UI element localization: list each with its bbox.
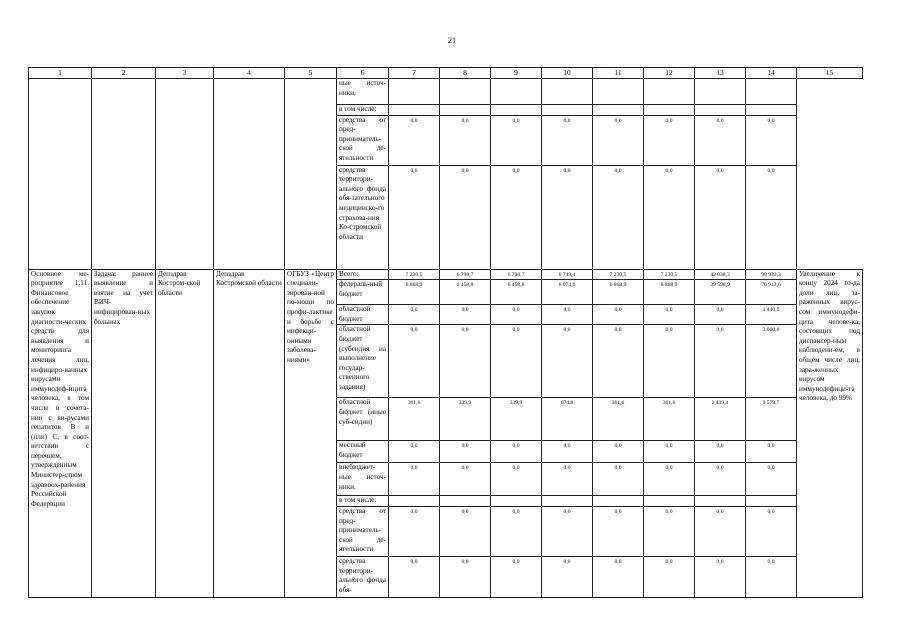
value-cell: 0,0 bbox=[746, 506, 797, 556]
value-cell: 7 230,5 bbox=[644, 269, 695, 280]
empty-cell bbox=[542, 79, 593, 105]
empty-cell bbox=[542, 496, 593, 507]
value-cell: 0,0 bbox=[389, 463, 440, 496]
value-cell: 0,0 bbox=[644, 556, 695, 597]
header-col-11: 11 bbox=[593, 68, 644, 79]
header-col-12: 12 bbox=[644, 68, 695, 79]
empty-cell bbox=[746, 105, 797, 116]
source-label: федераль-ный бюджет bbox=[337, 280, 389, 305]
value-cell: 6 798,7 bbox=[491, 269, 542, 280]
value-cell: 0,0 bbox=[440, 165, 491, 269]
value-cell: 0,0 bbox=[695, 305, 746, 325]
value-cell: 0,0 bbox=[644, 441, 695, 463]
empty-cell bbox=[491, 79, 542, 105]
page-number: 21 bbox=[448, 36, 456, 45]
value-cell: 0,0 bbox=[593, 305, 644, 325]
value-cell: 0,0 bbox=[440, 463, 491, 496]
value-cell: 0,0 bbox=[695, 506, 746, 556]
budget-table bbox=[28, 67, 863, 598]
value-cell: 9 579,7 bbox=[746, 398, 797, 441]
value-cell: 0,0 bbox=[593, 165, 644, 269]
source-label: средства от пред-приниматель-ской де-ятельности bbox=[337, 506, 389, 556]
empty-cell bbox=[29, 79, 92, 270]
value-cell: 0,0 bbox=[644, 165, 695, 269]
header-col-5: 5 bbox=[285, 68, 337, 79]
value-cell: 90 933,3 bbox=[746, 269, 797, 280]
value-cell: 0,0 bbox=[491, 441, 542, 463]
source-label: областной бюджет (субсидия на выполнение государ-ственного задания) bbox=[337, 325, 389, 398]
value-cell: 0,0 bbox=[389, 441, 440, 463]
header-col-8: 8 bbox=[440, 68, 491, 79]
value-cell: 0,0 bbox=[389, 325, 440, 398]
header-col-3: 3 bbox=[156, 68, 214, 79]
header-col-2: 2 bbox=[92, 68, 156, 79]
value-cell: 0,0 bbox=[593, 556, 644, 597]
value-cell: 6 458,8 bbox=[491, 280, 542, 305]
header-col-6: 6 bbox=[337, 68, 389, 79]
header-col-15: 15 bbox=[797, 68, 863, 79]
header-col-4: 4 bbox=[214, 68, 285, 79]
empty-cell bbox=[797, 79, 863, 270]
value-cell: 7 230,5 bbox=[389, 269, 440, 280]
value-cell: 0,0 bbox=[542, 441, 593, 463]
empty-cell bbox=[593, 79, 644, 105]
value-cell: 0,0 bbox=[695, 463, 746, 496]
empty-cell bbox=[92, 79, 156, 270]
empty-cell bbox=[695, 79, 746, 105]
value-cell: 0,0 bbox=[440, 441, 491, 463]
value-cell: 0,0 bbox=[644, 305, 695, 325]
value-cell: 361,6 bbox=[389, 398, 440, 441]
source-label: средства территори-ального фонда обя-зательного медицинско-го страхова-ния Ко-стромской области bbox=[337, 165, 389, 269]
value-cell: 339,9 bbox=[440, 398, 491, 441]
value-cell: 0,0 bbox=[491, 305, 542, 325]
header-col-13: 13 bbox=[695, 68, 746, 79]
value-cell: 0,0 bbox=[593, 441, 644, 463]
value-cell: 0,0 bbox=[695, 165, 746, 269]
source-label: в том числе: bbox=[337, 496, 389, 507]
empty-cell bbox=[695, 105, 746, 116]
value-cell: 6 458,8 bbox=[440, 280, 491, 305]
empty-cell bbox=[542, 105, 593, 116]
value-cell: 0,0 bbox=[593, 506, 644, 556]
source-label: Всего: bbox=[337, 269, 389, 280]
empty-cell bbox=[440, 79, 491, 105]
value-cell: 1 440,0 bbox=[746, 305, 797, 325]
value-cell: 0,0 bbox=[542, 556, 593, 597]
value-cell: 6 868,9 bbox=[593, 280, 644, 305]
source-label: областной бюджет (иные суб-сидии) bbox=[337, 398, 389, 441]
value-cell: 0,0 bbox=[389, 165, 440, 269]
empty-cell bbox=[644, 79, 695, 105]
value-cell: 0,0 bbox=[491, 463, 542, 496]
empty-cell bbox=[593, 105, 644, 116]
value-cell: 0,0 bbox=[746, 165, 797, 269]
empty-cell bbox=[644, 105, 695, 116]
value-cell: 0,0 bbox=[440, 305, 491, 325]
empty-cell bbox=[593, 496, 644, 507]
responsible-executor: Депздрав Костром-ской области bbox=[156, 269, 214, 597]
header-col-7: 7 bbox=[389, 68, 440, 79]
value-cell: 0,0 bbox=[644, 463, 695, 496]
value-cell: 0,0 bbox=[389, 506, 440, 556]
empty-cell bbox=[746, 496, 797, 507]
source-label: в том числе: bbox=[337, 105, 389, 116]
value-cell: 0,0 bbox=[542, 463, 593, 496]
value-cell: 3 000,0 bbox=[746, 325, 797, 398]
value-cell: 0,0 bbox=[491, 325, 542, 398]
expected-result: Увеличение к концу 2024 го-да доли лиц, за-раженных вирус-сом иммунодефи-цита челове-ка, состоящих под диспансер-ным наблюдени-ем, в общем числе лиц, зара-женных вирусом иммунодефици-та человека, до 99% bbox=[797, 269, 863, 597]
measure-task: Задача: раннее выявление и взятие на учет ВИЧ-инфицирован-ных больных bbox=[92, 269, 156, 597]
value-cell: 0,0 bbox=[746, 556, 797, 597]
empty-cell bbox=[389, 105, 440, 116]
value-cell: 76 913,6 bbox=[746, 280, 797, 305]
value-cell: 6 749,4 bbox=[542, 269, 593, 280]
value-cell: 0,0 bbox=[491, 115, 542, 165]
value-cell: 0,0 bbox=[542, 305, 593, 325]
header-col-10: 10 bbox=[542, 68, 593, 79]
value-cell: 6 868,9 bbox=[644, 280, 695, 305]
coexecutor: Депздрав Костромской области bbox=[214, 269, 285, 597]
empty-cell bbox=[389, 79, 440, 105]
table-row bbox=[29, 269, 863, 280]
header-col-9: 9 bbox=[491, 68, 542, 79]
value-cell: 0,0 bbox=[593, 115, 644, 165]
empty-cell bbox=[285, 79, 337, 270]
value-cell: 0,0 bbox=[542, 325, 593, 398]
value-cell: 0,0 bbox=[542, 115, 593, 165]
value-cell: 42 038,3 bbox=[695, 269, 746, 280]
participant: ОГБУЗ «Центр специали-зирован-ной по-мощи по профи-лактике и борьбе с инфекци-онными заболева-ниями» bbox=[285, 269, 337, 597]
source-label: ные источ-ники, bbox=[337, 79, 389, 105]
value-cell: 6 868,9 bbox=[389, 280, 440, 305]
value-cell: 7 230,5 bbox=[593, 269, 644, 280]
value-cell: 339,9 bbox=[491, 398, 542, 441]
value-cell: 0,0 bbox=[746, 463, 797, 496]
value-cell: 6 798,7 bbox=[440, 269, 491, 280]
empty-cell bbox=[746, 79, 797, 105]
value-cell: 0,0 bbox=[746, 115, 797, 165]
empty-cell bbox=[491, 496, 542, 507]
table-row bbox=[29, 79, 863, 105]
value-cell: 0,0 bbox=[491, 165, 542, 269]
header-col-1: 1 bbox=[29, 68, 92, 79]
value-cell: 0,0 bbox=[695, 115, 746, 165]
value-cell: 0,0 bbox=[695, 325, 746, 398]
empty-cell bbox=[440, 496, 491, 507]
empty-cell bbox=[695, 496, 746, 507]
value-cell: 0,0 bbox=[644, 115, 695, 165]
value-cell: 2 439,4 bbox=[695, 398, 746, 441]
value-cell: 0,0 bbox=[440, 506, 491, 556]
value-cell: 0,0 bbox=[593, 463, 644, 496]
value-cell: 674,8 bbox=[542, 398, 593, 441]
empty-cell bbox=[214, 79, 285, 270]
value-cell: 0,0 bbox=[542, 165, 593, 269]
value-cell: 0,0 bbox=[593, 325, 644, 398]
source-label: областной бюджет bbox=[337, 305, 389, 325]
value-cell: 361,6 bbox=[593, 398, 644, 441]
empty-cell bbox=[156, 79, 214, 270]
value-cell: 0,0 bbox=[746, 441, 797, 463]
empty-cell bbox=[389, 496, 440, 507]
source-label: внебюджет-ные источ-ники, bbox=[337, 463, 389, 496]
source-label: местный бюджет bbox=[337, 441, 389, 463]
value-cell: 0,0 bbox=[389, 305, 440, 325]
empty-cell bbox=[491, 105, 542, 116]
value-cell: 0,0 bbox=[491, 556, 542, 597]
value-cell: 361,6 bbox=[644, 398, 695, 441]
value-cell: 0,0 bbox=[389, 115, 440, 165]
empty-cell bbox=[440, 105, 491, 116]
empty-cell bbox=[644, 496, 695, 507]
measure-name: Основное ме-роприятие 1.11. Финансовое обеспечение закупок диагности-ческих средств для выявления и мониторинга лечения лиц, инфициро-ванных вирусами иммунодеф-ицита человека, в том числе в сочета-нии с ви-русами гепатитов В и (или) С, в соот-ветствии с перечнем, утвержденным Министер-ством здравоох-ранения Российской Федерации bbox=[29, 269, 92, 597]
value-cell: 6 074,6 bbox=[542, 280, 593, 305]
value-cell: 0,0 bbox=[440, 115, 491, 165]
value-cell: 0,0 bbox=[644, 325, 695, 398]
value-cell: 0,0 bbox=[491, 506, 542, 556]
source-label: средства территори-ального фонда обя- bbox=[337, 556, 389, 597]
value-cell: 0,0 bbox=[440, 325, 491, 398]
value-cell: 0,0 bbox=[644, 506, 695, 556]
value-cell: 0,0 bbox=[542, 506, 593, 556]
value-cell: 0,0 bbox=[695, 556, 746, 597]
value-cell: 0,0 bbox=[389, 556, 440, 597]
header-col-14: 14 bbox=[746, 68, 797, 79]
value-cell: 39 598,9 bbox=[695, 280, 746, 305]
value-cell: 0,0 bbox=[440, 556, 491, 597]
value-cell: 0,0 bbox=[695, 441, 746, 463]
source-label: средства от пред-приниматель-ской де-ятельности bbox=[337, 115, 389, 165]
